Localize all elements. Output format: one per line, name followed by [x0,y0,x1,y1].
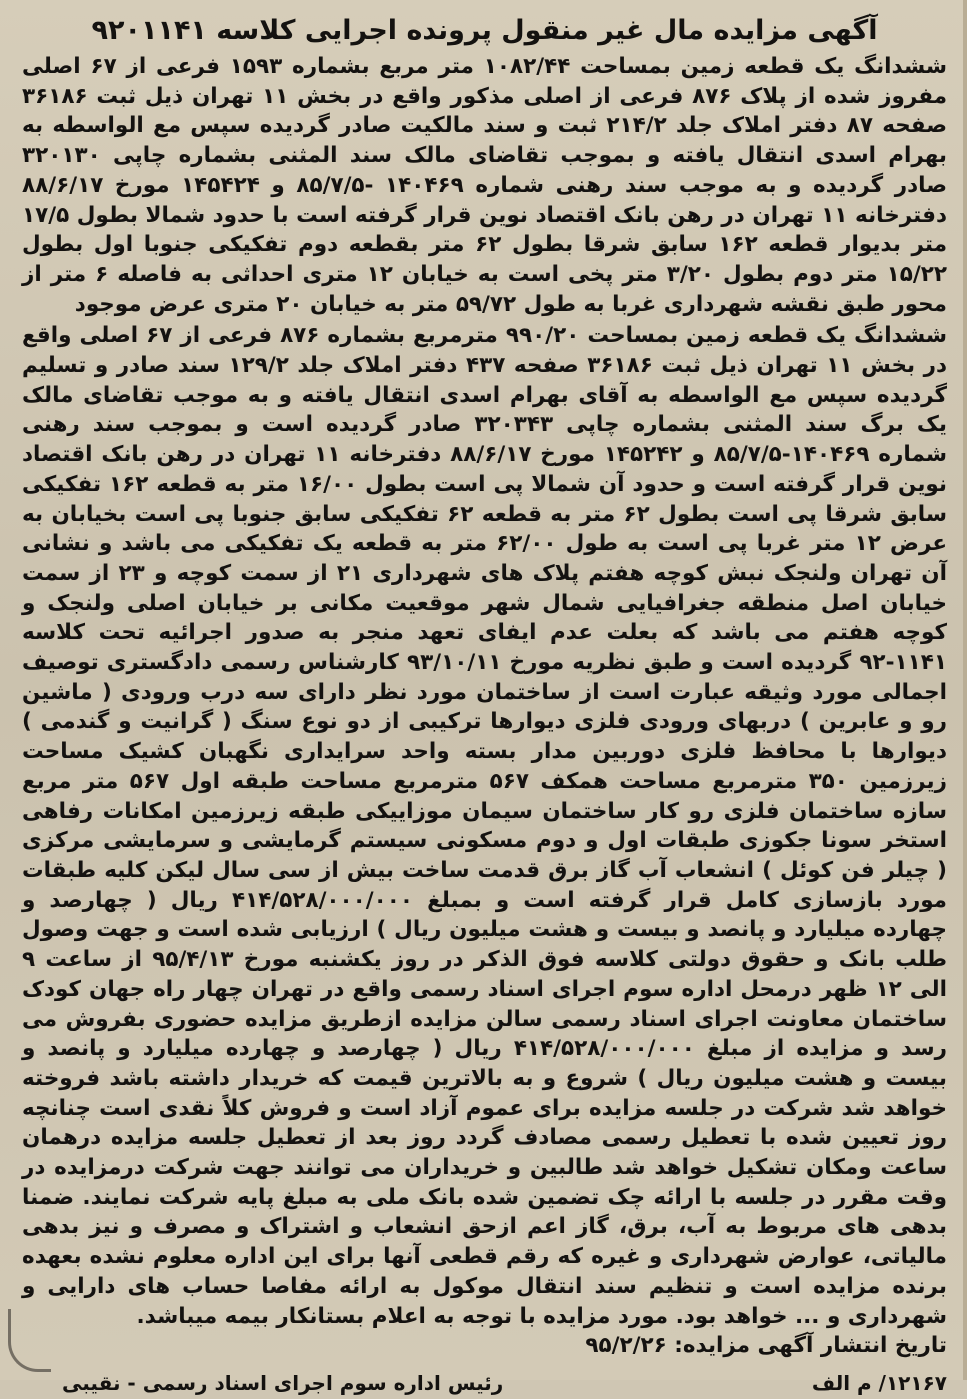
handwritten-mark [8,1309,51,1372]
notice-paragraph-1: ششدانگ یک قطعه زمین بمساحت ۱۰۸۲/۴۴ متر مربع بشماره ۱۵۹۳ فرعی از ۶۷ اصلی مفروز شده از پلاک ۸۷۶ فرعی از اصلی مذکور واقع در بخش ۱۱ تهران ذیل ثبت ۳۶۱۸۶ صفحه ۸۷ دفتر املاک جلد ۲۱۴/۲ ثبت و سند مالکیت صادر گردیده سپس مع الواسطه به بهرام اسدی انتقال یافته و بموجب تقاضای مالک سند المثنی بشماره چاپی ۳۲۰۱۳۰ صادر گردیده و به موجب سند رهنی شماره ۱۴۰۴۶۹ -۸۵/۷/۵ و ۱۴۵۴۲۴ مورخ ۸۸/۶/۱۷ دفترخانه ۱۱ تهران در رهن بانک اقتصاد نوین قرار گرفته است با حدود شمالا بطول ۱۷/۵ متر بدیوار قطعه ۱۶۲ سابق شرقا بطول ۶۲ متر بقطعه دوم تفکیکی جنوبا اول بطول ۱۵/۲۲ متر دوم بطول ۳/۲۰ متر پخی است به خیابان ۱۲ متری احداثی به فاصله ۶ متر از محور طبق نقشه شهرداری غربا به طول ۵۹/۷۲ متر به خیابان ۲۰ متری عرض موجود [22,54,948,317]
auction-notice [22,12,947,1399]
reference-number: ۱۲۱۶۷/ م الف [811,1370,947,1395]
signatory: رئیس اداره سوم اجرای اسناد رسمی - نقیبی [62,1370,504,1395]
publish-date: تاریخ انتشار آگهی مزایده: ۹۵/۲/۲۶ [585,1333,947,1359]
notice-paragraph-2: ششدانگ یک قطعه زمین بمساحت ۹۹۰/۲۰ مترمربع بشماره ۸۷۶ فرعی از ۶۷ اصلی واقع در بخش ۱۱ تهران ذیل ثبت ۳۶۱۸۶ صفحه ۴۳۷ دفتر املاک جلد ۱۲۹/۲ سند صادر و تسلیم گردیده سپس مع الواسطه به آقای بهرام اسدی انتقال یافته و به موجب تقاضای مالک یک برگ سند المثنی بشماره چاپی ۳۲۰۳۴۳ صادر گردیده است و بموجب سند رهنی شماره ۱۴۰۴۶۹-۸۵/۷/۵ و ۱۴۵۲۴۲ مورخ ۸۸/۶/۱۷ دفترخانه ۱۱ تهران در رهن بانک اقتصاد نوین قرار گرفته است و حدود آن شمالا پی است بطول ۱۶/۰۰ متر به قطعه ۱۶۲ تفکیکی سابق شرقا پی است بطول ۶۲ متر به قطعه ۶۲ تفکیکی سابق جنوبا پی است بخیابان به عرض ۱۲ متر غربا پی است به طول ۶۲/۰۰ متر به قطعه یک تفکیکی می باشد و نشانی آن تهران ولنجک نبش کوچه هفتم پلاک های شهرداری ۲۱ از سمت کوچه و ۲۳ از سمت خیابان اصل منطقه جغرافیایی شمال شهر موقعیت مکانی بر خیابان اصلی ولنجک و کوچه هفتم می باشد که بعلت عدم ایفای تعهد منجر به صدور اجرائیه تحت کلاسه ۱۱۴۱-۹۲ گردیده است و طبق نظریه مورخ ۹۳/۱۰/۱۱ کارشناس رسمی دادگستری توصیف اجمالی مورد وثیقه عبارت است از ساختمان مورد نظر دارای سه درب ورودی ( ماشین رو و عابرین ) دربهای ورودی فلزی دیوارها ترکیبی از دو نوع سنگ ( گرانیت و گندمی ) دیوارها با محافظ فلزی دوربین مدار بسته واحد سرایداری نگهبان کشیک مساحت زیرزمین ۳۵۰ مترمربع مساحت همکف ۵۶۷ مترمربع مساحت طبقه اول ۵۶۷ متر مربع سازه ساختمان فلزی رو کار ساختمان سیمان موزاییکی طبقه زیرزمین امکانات رفاهی استخر سونا جکوزی طبقات اول و دوم مسکونی سیستم گرمایشی و سرمایشی مرکزی ( چیلر فن کوئل ) انشعاب آب گاز برق قدمت ساخت بیش از سی سال لیکن کلیه طبقات مورد بازسازی کامل قرار گرفته است و بمبلغ ۴۱۴/۵۲۸/۰۰۰/۰۰۰ ریال ( چهارصد و چهارده میلیارد و پانصد و بیست و هشت میلیون ریال ) ارزیابی شده است و جهت وصول طلب بانک و حقوق دولتی کلاسه فوق الذکر در روز یکشنبه مورخ ۹۵/۴/۱۳ از ساعت ۹ الی ۱۲ ظهر درمحل اداره سوم اجرای اسناد رسمی واقع در تهران چهار راه جهان کودک ساختمان معاونت اجرای اسناد رسمی سالن مزایده ازطریق مزایده حضوری بفروش می رسد و مزایده از مبلغ ۴۱۴/۵۲۸/۰۰۰/۰۰۰ ریال ( چهارصد و چهارده میلیارد و پانصد و بیست و هشت میلیون ریال ) شروع و به بالاترین قیمت که خریدار داشته باشد فروخته خواهد شد شرکت در جلسه مزایده برای عموم آزاد است و فروش کلاً نقدی است چنانچه روز تعیین شده با تعطیل رسمی مصادف گردد روز بعد از تعطیل جلسه مزایده درهمان ساعت ومکان تشکیل خواهد شد طالبین و خریداران می توانند جهت شرکت درمزایده در وقت مقرر در جلسه با ارائه چک تضمین شده بانک ملی به مبلغ پایه شرکت نمایند. ضمنا بدهی های مربوط به آب، برق، گاز اعم ازحق انشعاب و اشتراک و مصرف و نیز بدهی مالیاتی، عوارض شهرداری و غیره که رقم قطعی آنها برای این اداره معلوم نشده بعهده برنده مزایده است و تنظیم سند انتقال موکول به ارائه مفاصا حساب های دارایی و شهرداری و ... خواهد بود. مورد مزایده با توجه به اعلام بستانکار بیمه میباشد. [22,323,948,1329]
signature-block [22,1367,947,1399]
notice-title: آگهی مزایده مال غیر منقول پرونده اجرایی کلاسه ۹۲۰۱۱۴۱ [91,15,878,46]
